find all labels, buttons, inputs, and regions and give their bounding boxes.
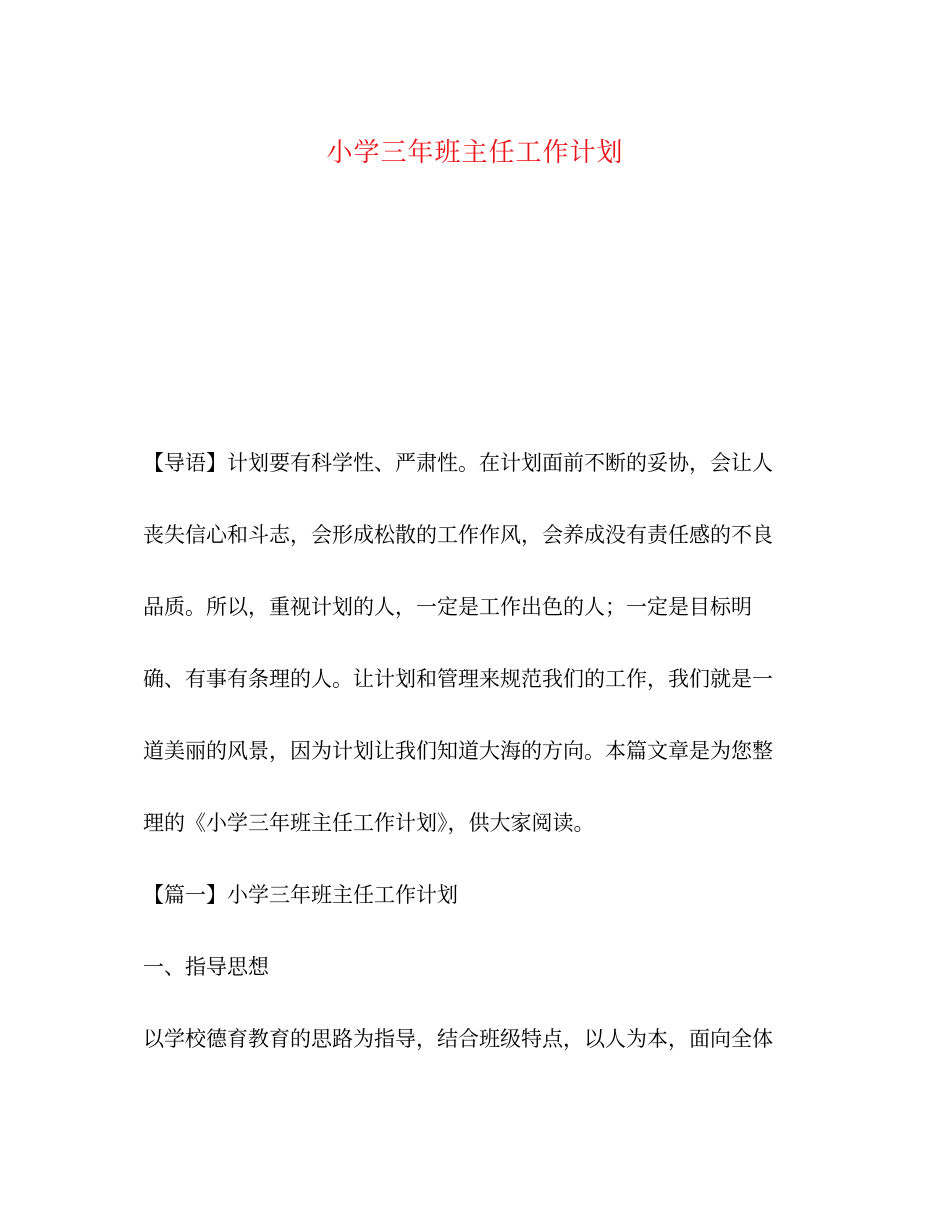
paragraph-line-2: 丧失信心和斗志，会形成松散的工作作风，会养成没有责任感的不良	[143, 523, 773, 547]
paragraph-line-3: 品质。所以，重视计划的人，一定是工作出色的人；一定是目标明	[143, 595, 752, 619]
paragraph-line-1: 【导语】计划要有科学性、严肃性。在计划面前不断的妥协，会让人	[143, 451, 773, 475]
paragraph-line-6: 理的《小学三年班主任工作计划》，供大家阅读。	[143, 811, 595, 835]
paragraph-line-4: 确、有事有条理的人。让计划和管理来规范我们的工作，我们就是一	[143, 667, 773, 691]
paragraph-line-7: 以学校德育教育的思路为指导，结合班级特点，以人为本，面向全体	[143, 1027, 773, 1051]
document-title: 小学三年班主任工作计划	[326, 138, 624, 168]
section-heading: 【篇一】小学三年班主任工作计划	[143, 883, 458, 907]
paragraph-line-5: 道美丽的风景，因为计划让我们知道大海的方向。本篇文章是为您整	[143, 739, 773, 763]
subsection-heading: 一、指导思想	[143, 955, 269, 979]
